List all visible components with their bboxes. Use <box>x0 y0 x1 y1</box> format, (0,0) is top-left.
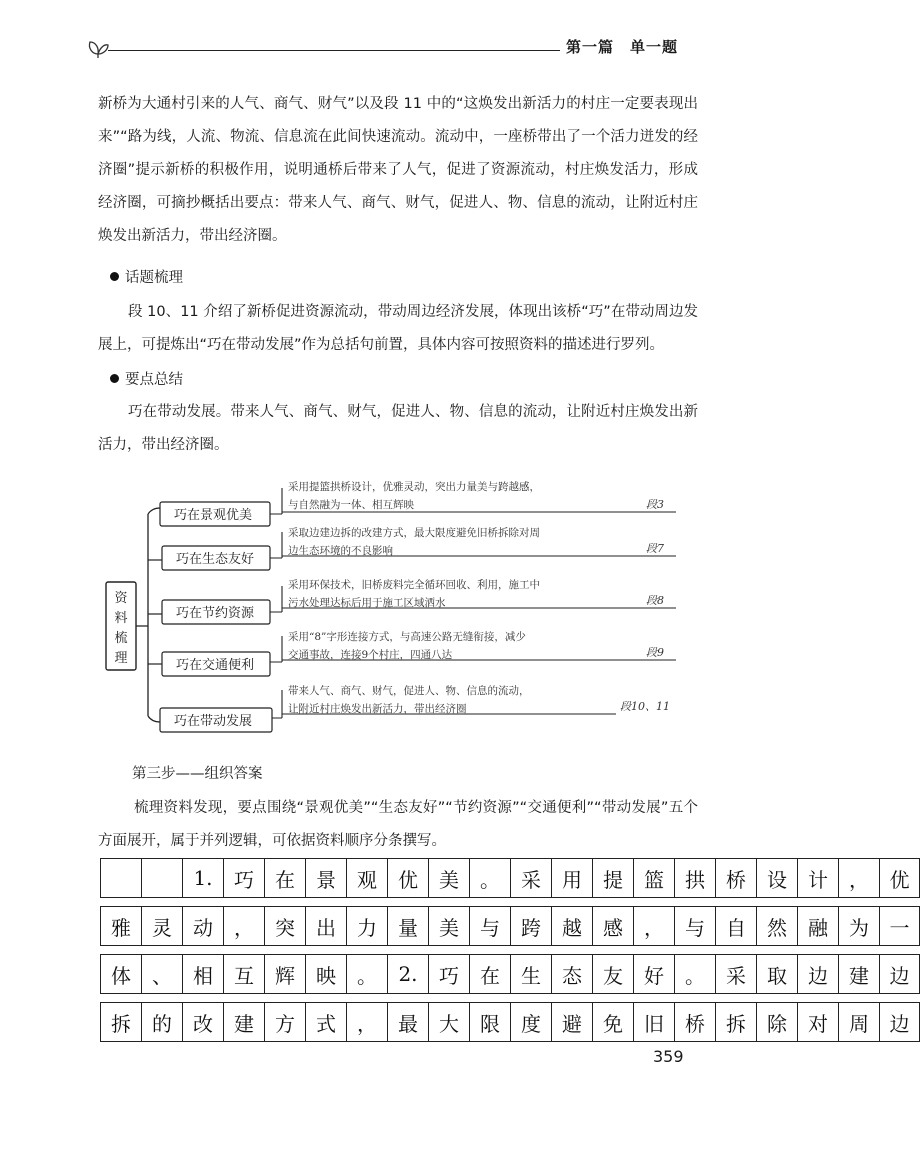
bullet-topic-label: 话题梳理 <box>125 270 183 286</box>
grid-cell: 。 <box>674 954 715 994</box>
grid-cell: 拱 <box>674 858 715 898</box>
grid-cell: 景 <box>305 858 346 898</box>
grid-row <box>100 906 920 946</box>
grid-cell: 生 <box>510 954 551 994</box>
grid-cell: 2. <box>387 954 428 994</box>
branch-desc-line2: 让附近村庄焕发出新活力，带出经济圈 <box>288 703 467 715</box>
grid-cell: 美 <box>428 906 469 946</box>
grid-cell: 提 <box>592 858 633 898</box>
mindmap-root-char: 料 <box>114 611 128 626</box>
grid-cell: 度 <box>510 1002 551 1042</box>
grid-cell: 周 <box>838 1002 879 1042</box>
grid-cell: 好 <box>633 954 674 994</box>
branch-desc-line1: 采用提篮拱桥设计，优雅灵动，突出力量美与跨越感， <box>288 481 540 493</box>
mindmap-branch <box>148 526 676 570</box>
grid-cell: 边 <box>797 954 838 994</box>
grid-cell: 。 <box>346 954 387 994</box>
grid-cell: 桥 <box>674 1002 715 1042</box>
grid-cell: 融 <box>797 906 838 946</box>
grid-cell: 拆 <box>715 1002 756 1042</box>
grid-cell: 映 <box>305 954 346 994</box>
grid-cell: 雅 <box>100 906 141 946</box>
bullet-topic <box>110 266 183 287</box>
mindmap-trunk <box>136 514 148 716</box>
grid-cell: 一 <box>879 906 920 946</box>
mindmap <box>96 472 696 742</box>
step-paragraph-text: 梳理资料发现，要点围绕“景观优美”“生态友好”“节约资源”“交通便利”“带动发展”五个方面展开，属于并列逻辑，可依据资料顺序分条撰写。 <box>98 800 698 849</box>
grid-cell: 量 <box>387 906 428 946</box>
page-number: 359 <box>653 1047 684 1066</box>
grid-cell: 感 <box>592 906 633 946</box>
leaf-icon <box>86 38 110 58</box>
grid-cell: ， <box>223 906 264 946</box>
branch-ref: 段9 <box>646 646 664 659</box>
branch-ref: 段7 <box>646 542 664 555</box>
grid-cell: 改 <box>182 1002 223 1042</box>
grid-cell: 的 <box>141 1002 182 1042</box>
grid-cell: 辉 <box>264 954 305 994</box>
branch-desc-line1: 采用环保技术，旧桥废料完全循环回收、利用，施工中 <box>288 579 540 591</box>
branch-desc-line1: 采用“8”字形连接方式，与高速公路无缝衔接，减少 <box>288 631 526 643</box>
grid-cell: 设 <box>756 858 797 898</box>
grid-row <box>100 858 920 898</box>
branch-desc-line1: 采取边建边拆的改建方式，最大限度避免旧桥拆除对周 <box>288 527 540 539</box>
grid-cell: 限 <box>469 1002 510 1042</box>
grid-cell: 在 <box>469 954 510 994</box>
chapter-title: 第一篇 单一题 <box>566 38 679 56</box>
grid-cell: 对 <box>797 1002 838 1042</box>
paragraph-3 <box>98 396 698 462</box>
grid-cell: 式 <box>305 1002 346 1042</box>
branch-ref: 段3 <box>646 498 664 511</box>
bullet-dot-icon <box>110 374 119 383</box>
grid-cell: 动 <box>182 906 223 946</box>
grid-cell: 灵 <box>141 906 182 946</box>
mindmap-branch <box>148 578 676 624</box>
grid-cell: 越 <box>551 906 592 946</box>
grid-cell: 态 <box>551 954 592 994</box>
grid-cell: 优 <box>879 858 920 898</box>
grid-cell: 体 <box>100 954 141 994</box>
grid-cell: 建 <box>838 954 879 994</box>
grid-cell: 互 <box>223 954 264 994</box>
grid-cell: 在 <box>264 858 305 898</box>
grid-cell: 然 <box>756 906 797 946</box>
mindmap-branch <box>148 630 676 676</box>
branch-label: 巧在交通便利 <box>176 658 255 673</box>
step-title: 第三步——组织答案 <box>132 766 263 782</box>
grid-cell: 采 <box>715 954 756 994</box>
branch-desc-line2: 污水处理达标后用于施工区域洒水 <box>288 597 446 609</box>
grid-cell: 与 <box>674 906 715 946</box>
grid-cell: 篮 <box>633 858 674 898</box>
grid-row <box>100 1002 920 1042</box>
bullet-dot-icon <box>110 272 119 281</box>
grid-cell <box>141 858 182 898</box>
branch-label: 巧在景观优美 <box>174 508 253 523</box>
grid-cell: 避 <box>551 1002 592 1042</box>
grid-cell: 边 <box>879 1002 920 1042</box>
branch-desc-line2: 与自然融为一体、相互辉映 <box>288 499 414 511</box>
grid-cell: 友 <box>592 954 633 994</box>
grid-cell: 自 <box>715 906 756 946</box>
grid-cell: 用 <box>551 858 592 898</box>
paragraph-1 <box>98 88 698 253</box>
grid-cell: 优 <box>387 858 428 898</box>
grid-cell: 1. <box>182 858 223 898</box>
grid-cell: 巧 <box>223 858 264 898</box>
grid-cell: 方 <box>264 1002 305 1042</box>
branch-desc-line2: 边生态环境的不良影响 <box>288 545 393 557</box>
paragraph-1-text: 新桥为大通村引来的人气、商气、财气”以及段 11 中的“这焕发出新活力的村庄一定要表现出来”“路为线，人流、物流、信息流在此间快速流动。流动中，一座桥带出了一个活力迸发的经济圈”提示新桥的积极作用，说明通桥后带来了人气，促进了资源流动，村庄焕发活力，形成经济圈，可摘抄概括出要点：带来人气、商气、财气，促进人、物、信息的流动，让附近村庄焕发出新活力，带出经济圈。 <box>98 96 698 244</box>
branch-label: 巧在生态友好 <box>176 552 255 567</box>
grid-cell: 取 <box>756 954 797 994</box>
grid-cell: 桥 <box>715 858 756 898</box>
grid-cell: 免 <box>592 1002 633 1042</box>
grid-cell: 美 <box>428 858 469 898</box>
grid-cell: 出 <box>305 906 346 946</box>
grid-cell <box>100 858 141 898</box>
branch-desc-line1: 带来人气、商气、财气，促进人、物、信息的流动， <box>288 685 530 697</box>
branch-desc-line2: 交通事故，连接9个村庄，四通八达 <box>288 649 453 661</box>
mindmap-branch <box>148 480 676 526</box>
grid-cell: 力 <box>346 906 387 946</box>
paragraph-2 <box>98 296 698 362</box>
branch-label: 巧在节约资源 <box>176 606 255 621</box>
grid-cell: 突 <box>264 906 305 946</box>
header-rule <box>108 50 560 51</box>
bullet-summary-label: 要点总结 <box>125 372 183 388</box>
branch-label: 巧在带动发展 <box>174 714 253 729</box>
branch-ref: 段10、11 <box>620 700 670 713</box>
paragraph-2-text: 段 10、11 介绍了新桥促进资源流动，带动周边经济发展，体现出该桥“巧”在带动周边发展上，可提炼出“巧在带动发展”作为总括句前置，具体内容可按照资料的描述进行罗列。 <box>98 304 698 353</box>
grid-cell: 为 <box>838 906 879 946</box>
mindmap-root-char: 资 <box>114 591 128 606</box>
grid-row <box>100 954 920 994</box>
grid-cell: 建 <box>223 1002 264 1042</box>
grid-cell: ， <box>346 1002 387 1042</box>
grid-cell: 计 <box>797 858 838 898</box>
grid-cell: 观 <box>346 858 387 898</box>
grid-cell: ， <box>838 858 879 898</box>
branch-ref: 段8 <box>646 594 664 607</box>
bullet-summary <box>110 368 183 389</box>
grid-cell: 与 <box>469 906 510 946</box>
grid-cell: 相 <box>182 954 223 994</box>
mindmap-root-char: 理 <box>114 651 128 666</box>
grid-cell: 最 <box>387 1002 428 1042</box>
mindmap-root-char: 梳 <box>114 631 128 646</box>
grid-cell: ， <box>633 906 674 946</box>
grid-cell: 除 <box>756 1002 797 1042</box>
grid-cell: 。 <box>469 858 510 898</box>
paragraph-3-text: 巧在带动发展。带来人气、商气、财气，促进人、物、信息的流动，让附近村庄焕发出新活力，带出经济圈。 <box>98 404 698 453</box>
mindmap-branch <box>148 684 670 732</box>
grid-cell: 旧 <box>633 1002 674 1042</box>
grid-cell: 、 <box>141 954 182 994</box>
grid-cell: 大 <box>428 1002 469 1042</box>
grid-cell: 巧 <box>428 954 469 994</box>
grid-cell: 采 <box>510 858 551 898</box>
step-paragraph <box>98 792 698 858</box>
grid-cell: 拆 <box>100 1002 141 1042</box>
grid-cell: 跨 <box>510 906 551 946</box>
grid-cell: 边 <box>879 954 920 994</box>
